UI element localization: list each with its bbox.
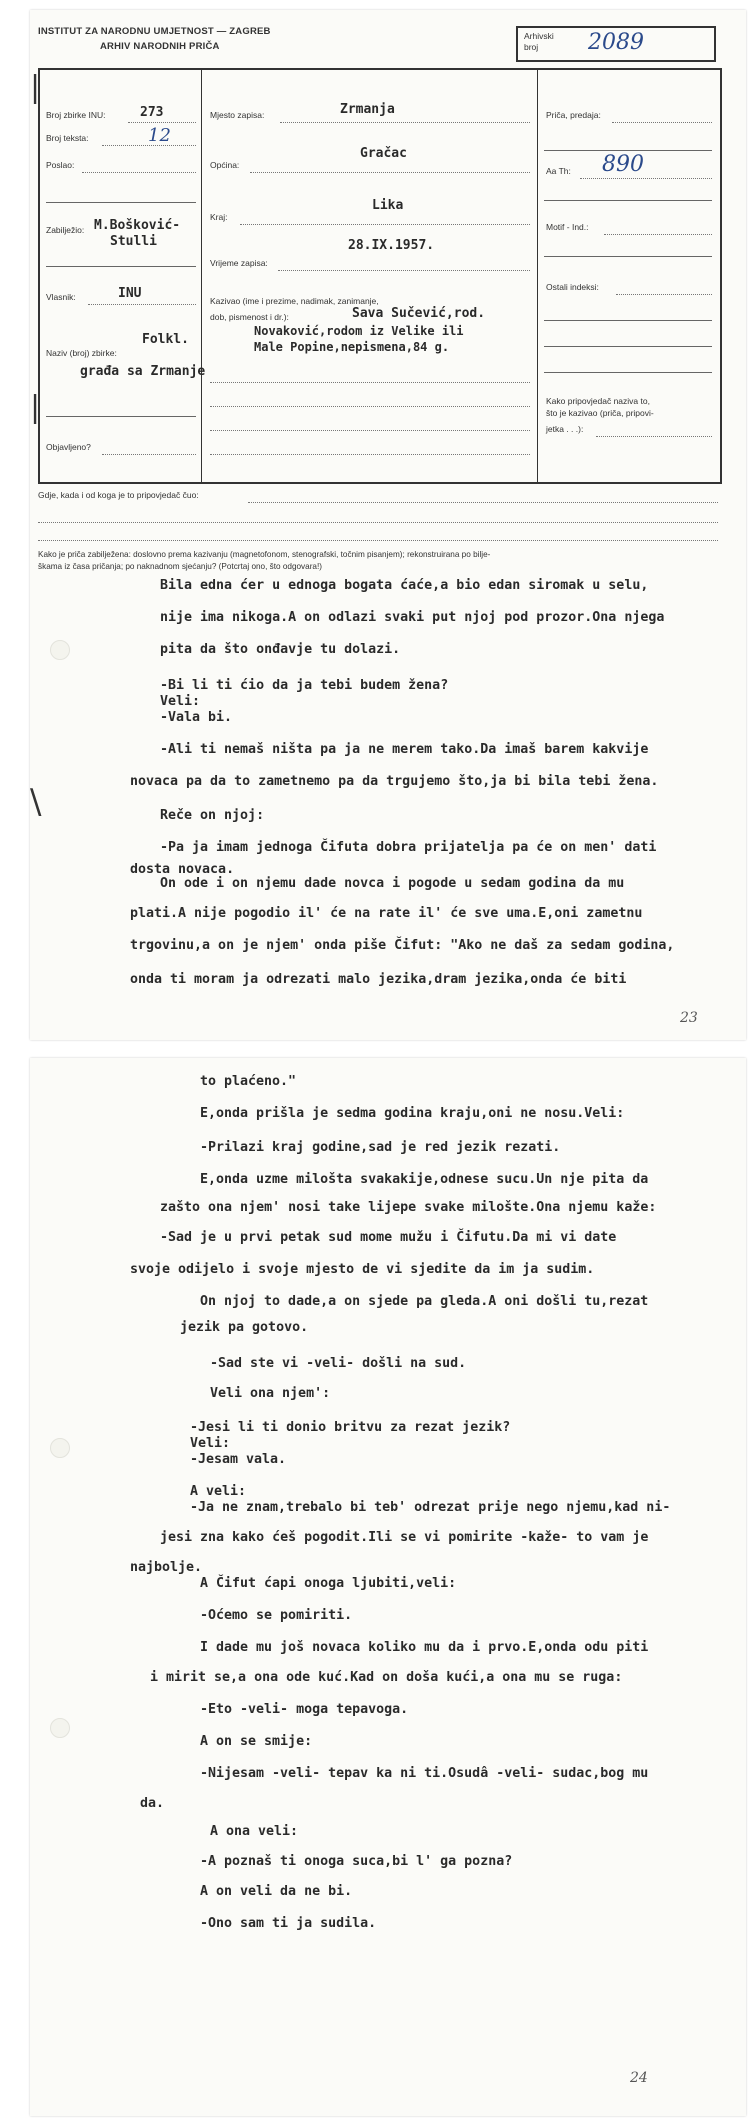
region-value: Lika [372, 198, 404, 213]
dotted-line [102, 454, 196, 455]
text-line: -Jesam vala. [190, 1452, 287, 1467]
dotted-line [38, 540, 718, 541]
archive-number-label: Arhivski broj [524, 31, 554, 52]
rule-line [544, 150, 712, 151]
text-line: A ona veli: [210, 1824, 299, 1839]
text-line: -Prilazi kraj godine,sad je red jezik rezati. [200, 1140, 561, 1155]
dotted-line [88, 304, 196, 305]
text-line: svoje odijelo i svoje mjesto de vi sjedite da im ja sudim. [130, 1262, 595, 1277]
punch-hole [50, 1718, 70, 1738]
dotted-line [612, 122, 712, 123]
motif-label: Motif - Ind.: [546, 222, 589, 232]
text-line: Reče on njoj: [160, 808, 265, 823]
how-recorded-2: škama iz časa pričanja; po naknadnom sjećanju? (Potcrtaj ono, što odgovara!) [38, 562, 322, 571]
text-line: -Nijesam -veli- tepav ka ni ti.Osudâ -veli- sudac,bog mu [200, 1766, 649, 1781]
form-box [38, 68, 722, 484]
narrator-name-label-1: Kako pripovjedač naziva to, [546, 396, 650, 406]
archive-name: ARHIV NARODNIH PRIČA [100, 41, 220, 52]
column-divider-1 [201, 70, 202, 482]
rule-line [544, 256, 712, 257]
dotted-line [248, 502, 718, 503]
text-line: -Eto -veli- moga tepavoga. [200, 1702, 409, 1717]
aath-label: Aa Th: [546, 166, 571, 176]
rule-line [544, 372, 712, 373]
narrator-value-1: Sava Sučević,rod. [352, 306, 486, 321]
time-label: Vrijeme zapisa: [210, 258, 268, 268]
text-line: zašto ona njem' nosi take lijepe svake milošte.Ona njemu kaže: [160, 1200, 657, 1215]
municipality-value: Gračac [360, 146, 407, 161]
dotted-line [38, 522, 718, 523]
region-label: Kraj: [210, 212, 228, 222]
municipality-label: Općina: [210, 160, 240, 170]
narrator-name-label-3: jetka . . .): [546, 424, 584, 434]
dotted-line [210, 382, 530, 383]
rule-line [544, 346, 712, 347]
margin-stroke: | [30, 390, 41, 425]
dotted-line [128, 122, 196, 123]
how-recorded-1: Kako je priča zabilježena: doslovno prema kazivanju (magnetofonom, stenografski, točnim pisanjem); rekonstruirana po bilje- [38, 550, 491, 559]
dotted-line [596, 436, 712, 437]
text-line: -Sad ste vi -veli- došli na sud. [210, 1356, 467, 1371]
text-line: -Bi li ti ćio da ja tebi budem žena? [160, 678, 449, 693]
text-line: A on se smije: [200, 1734, 313, 1749]
text-line: Bila edna ćer u ednoga bogata ćaće,a bio edan siromak u selu, [160, 578, 649, 593]
text-line: Veli: [160, 694, 201, 709]
text-line: A on veli da ne bi. [200, 1884, 353, 1899]
text-line: -Ali ti nemaš ništa pa ja ne merem tako.Da imaš barem kakvije [160, 742, 649, 757]
rule-line [46, 266, 196, 267]
text-no-value: 12 [148, 125, 171, 146]
margin-stroke: | [30, 70, 41, 105]
text-line: -Ja ne znam,trebalo bi teb' odrezat prije nego njemu,kad ni- [190, 1500, 671, 1515]
text-line: plati.A nije pogodio il' će na rate il' će sve uma.E,oni zametnu [130, 906, 643, 921]
collection-no-value: 273 [140, 105, 164, 120]
text-line: On njoj to dade,a on sjede pa gleda.A oni došli tu,rezat [200, 1294, 649, 1309]
archive-card-page-1 [30, 10, 746, 1040]
typescript-page-2 [30, 1058, 746, 2116]
narrator-value-2: Novaković,rodom iz Velike ili [254, 324, 464, 338]
narrator-value-3: Male Popine,nepismena,84 g. [254, 340, 450, 354]
rule-line [46, 416, 196, 417]
margin-stroke: \ [30, 782, 42, 822]
sent-label: Poslao: [46, 160, 75, 170]
dotted-line [210, 454, 530, 455]
recorded-by-value-2: Stulli [110, 234, 157, 249]
dotted-line [604, 234, 712, 235]
narrator-name-label-2: što je kazivao (priča, pripovi- [546, 408, 654, 418]
text-line: Veli ona njem': [210, 1386, 331, 1401]
text-line: -Ono sam ti ja sudila. [200, 1916, 377, 1931]
punch-hole [50, 640, 70, 660]
text-line: jezik pa gotovo. [180, 1320, 309, 1335]
text-line: Veli: [190, 1436, 231, 1451]
text-line: I dade mu još novaca koliko mu da i prvo.E,onda odu piti [200, 1640, 649, 1655]
collection-name-label: Naziv (broj) zbirke: [46, 348, 117, 358]
rule-line [544, 200, 712, 201]
text-line: to plaćeno." [200, 1074, 297, 1089]
narrator-label-1: Kazivao (ime i prezime, nadimak, zanimanje, [210, 296, 379, 306]
place-value: Zrmanja [340, 102, 395, 117]
dotted-line [240, 224, 530, 225]
dotted-line [580, 178, 712, 179]
collection-no-label: Broj zbirke INU: [46, 110, 106, 120]
text-line: i mirit se,a ona ode kuć.Kad on doša kući,a ona mu se ruga: [150, 1670, 623, 1685]
text-line: jesi zna kako ćeš pogodit.Ili se vi pomirite -kaže- to vam je [160, 1530, 649, 1545]
collection-name-value-2: građa sa Zrmanje [80, 364, 206, 379]
place-label: Mjesto zapisa: [210, 110, 265, 120]
text-line: da. [140, 1796, 165, 1811]
institute-name: INSTITUT ZA NARODNU UMJETNOST — ZAGREB [38, 26, 271, 37]
text-line: novaca pa da to zametnemo pa da trgujemo što,ja bi bila tebi žena. [130, 774, 659, 789]
column-divider-2 [537, 70, 538, 482]
page-number-1: 23 [680, 1010, 698, 1026]
dotted-line [82, 172, 196, 173]
dotted-line [616, 294, 712, 295]
where-label: Gdje, kada i od koga je to pripovjedač čuo: [38, 490, 199, 500]
text-line: -Jesi li ti donio britvu za rezat jezik? [190, 1420, 511, 1435]
aath-value: 890 [602, 152, 644, 177]
other-index-label: Ostali indeksi: [546, 282, 599, 292]
rule-line [46, 202, 196, 203]
text-line: On ode i on njemu dade novca i pogode u sedam godina da mu [160, 876, 625, 891]
recorded-by-label: Zabilježio: [46, 225, 85, 235]
archive-number-value: 2089 [588, 30, 644, 55]
text-line: trgovinu,a on je njem' onda piše Čifut: "Ako ne daš za sedam godina, [130, 938, 675, 953]
text-line: nije ima nikoga.A on odlazi svaki put njoj pod prozor.Ona njega [160, 610, 665, 625]
text-line: -A poznaš ti onoga suca,bi l' ga pozna? [200, 1854, 513, 1869]
text-line: -Vala bi. [160, 710, 233, 725]
dotted-line [210, 406, 530, 407]
time-value: 28.IX.1957. [348, 238, 435, 253]
text-line: pita da što onđavje tu dolazi. [160, 642, 401, 657]
archive-number-box [516, 26, 716, 62]
text-line: A veli: [190, 1484, 247, 1499]
text-line: dosta novaca. [130, 862, 235, 877]
dotted-line [278, 270, 530, 271]
rule-line [544, 320, 712, 321]
dotted-line [250, 172, 530, 173]
recorded-by-value-1: M.Bošković- [94, 218, 181, 233]
tale-label: Priča, predaja: [546, 110, 601, 120]
collection-name-value-1: Folkl. [142, 332, 189, 347]
punch-hole [50, 1438, 70, 1458]
page-number-2: 24 [630, 2070, 648, 2086]
published-label: Objavljeno? [46, 442, 91, 452]
text-line: najbolje. [130, 1560, 203, 1575]
narrator-label-2: dob, pismenost i dr.): [210, 312, 289, 322]
text-line: E,onda prišla je sedma godina kraju,oni ne nosu.Veli: [200, 1106, 625, 1121]
text-line: -Sad je u prvi petak sud mome mužu i Čifutu.Da mi vi date [160, 1230, 617, 1245]
text-line: E,onda uzme milošta svakakije,odnese sucu.Un nje pita da [200, 1172, 649, 1187]
text-line: -Pa ja imam jednoga Čifuta dobra prijatelja pa će on men' dati [160, 840, 657, 855]
text-no-label: Broj teksta: [46, 133, 89, 143]
dotted-line [210, 430, 530, 431]
text-line: onda ti moram ja odrezati malo jezika,dram jezika,onda će biti [130, 972, 627, 987]
text-line: A Čifut ćapi onoga ljubiti,veli: [200, 1576, 457, 1591]
dotted-line [280, 122, 530, 123]
text-line: -Oćemo se pomiriti. [200, 1608, 353, 1623]
owner-label: Vlasnik: [46, 292, 76, 302]
owner-value: INU [118, 286, 142, 301]
